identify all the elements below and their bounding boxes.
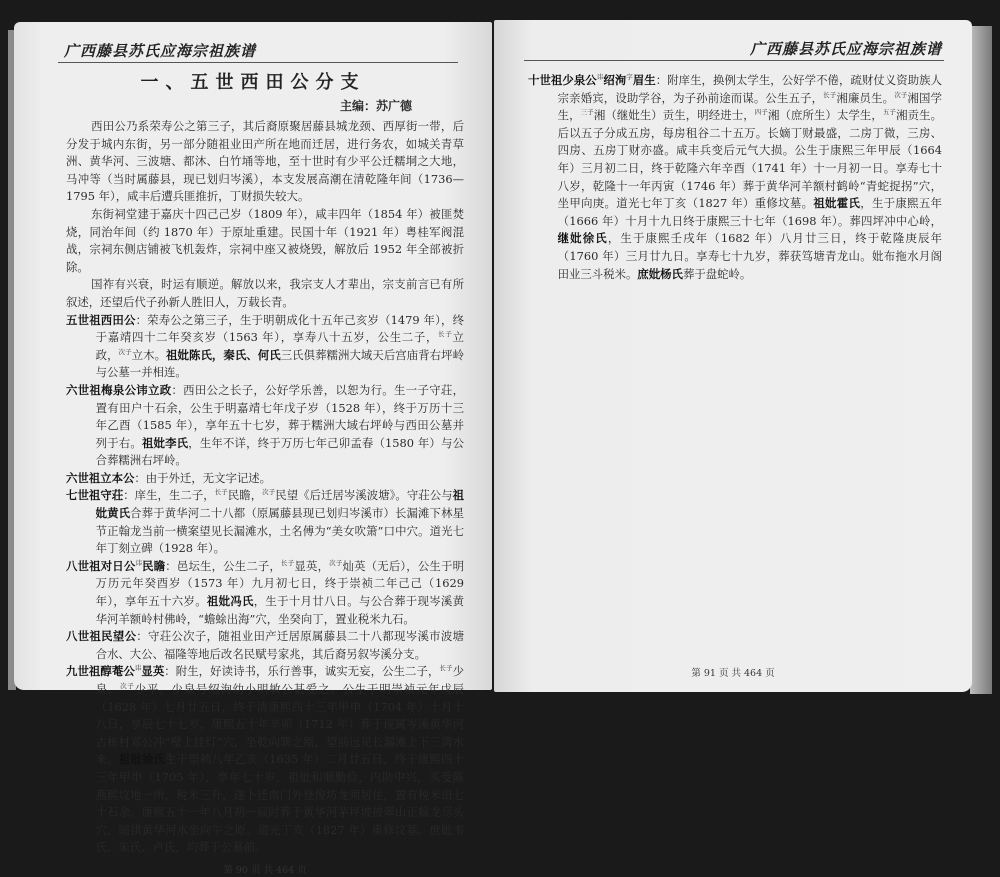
text-run: ：附生，好读诗书，乐行善事，诚实无妄，公生二子， — [164, 664, 440, 679]
bold-name: 民瞻 — [142, 558, 166, 573]
text-run: ：邑坛生，公生二子， — [165, 558, 282, 573]
genealogy-entry — [66, 312, 464, 382]
text-run: 国祚有兴衰，时运有顺逆。解放以来，我宗支人才辈出，宗支前言已有所叙述，还望后代子孙新人胜旧人，万载长青。 — [66, 277, 464, 309]
bold-name: 八世祖对日公 — [66, 558, 136, 573]
right-page-column — [528, 72, 942, 283]
genealogy-entry — [528, 72, 942, 283]
superscript-note: 长子 — [438, 330, 453, 339]
bold-name: 祖妣霍氏 — [813, 196, 861, 211]
genealogy-entry — [66, 487, 464, 557]
intro-paragraph — [66, 276, 464, 311]
page-stack-edge-right — [970, 26, 992, 694]
superscript-note: 长子 — [281, 558, 295, 567]
text-run: ：西田公之长子，公好学乐善，以恕为行。生一子守荘，置有田户十石余，公生于明嘉靖七年戊子岁（1528 年），终于万历十三年乙酉（1585 年），享年五十七岁，葬于糯洲大域右坪岭与西田公墓并列于右。 — [95, 382, 464, 450]
bold-name: 十世祖少泉公 — [528, 73, 597, 87]
text-run: 民瞻， — [227, 488, 263, 503]
bold-name: 祖妣陈氏，秦氏、何氏 — [166, 347, 281, 362]
text-run: 立木。 — [131, 347, 167, 362]
bold-name: 五世祖西田公 — [66, 312, 136, 327]
text-run: 少平。少泉号绍洵幼小明敏公甚爱之。公生于明崇祯元年戊辰（1628 年）七月廿五日，终于清康熙四十三年甲申（1704 年）十月十八日，享辰七十七岁，康熙五十年辛卯（1712 年）葬于现属岑溪黄华河古栋村邓公冲“壁上挂灯”穴，坐乾向巽之原，望前远见长漏滩上下三湾水来。 — [95, 682, 464, 767]
text-run: 民望《后迁居岑溪波塘》。守荘公与 — [275, 488, 453, 503]
genealogy-entry — [66, 628, 464, 663]
bold-name: 六世祖梅泉公讳立政 — [66, 382, 172, 397]
text-run: 湘国学生， — [557, 90, 942, 123]
bold-name: 继妣徐氏 — [557, 231, 608, 246]
text-run: 生于崇祯八年乙亥（1635 年）二月廿五日，终于康熙四十三年甲申（1705 年），享年七十岁，祖妣和顺勤俭，内助中兴，买受陈燕熙坟地一所，税米三升，遂卜迁南门外登俊坊龙须居住，置有税米田七十石余。康熙五十一年八月初一辰时葬于黄华河茅坪坡披翠山正翰龙尽头穴，暗拱黄华河水坐向午之原。道光丁亥（1827 年）重修坟基。庶妣韦氏、朱氏、卢氏，均葬于公墓前。 — [95, 752, 464, 855]
superscript-note: 长子 — [214, 488, 228, 497]
text-run: ：附庠生，换例太学生，公好学不倦，疏财仗义资助族人宗亲婚宾，设助学谷，为子孙前途而谋。公生五子， — [557, 73, 943, 105]
superscript-note: 次子 — [329, 558, 343, 567]
superscript-note: 讳 — [135, 558, 143, 567]
text-run: ：荣寿公之第三子，生于明朝成化十五年己亥岁（1479 年），终于嘉靖四十二年癸亥岁（1563 年），享寿八十五岁，公生二子， — [95, 312, 464, 345]
superscript-note: 三子 — [580, 108, 594, 117]
text-run: 三氏俱葬糯洲大域天后宫庙背右坪岭与公墓一并相连。 — [95, 347, 464, 380]
genealogy-entry — [66, 470, 464, 488]
text-run: ：由于外迁，无文字记述。 — [134, 470, 272, 485]
right-page — [494, 20, 972, 692]
left-page-column — [66, 118, 464, 877]
text-run: 灿英（无后），公生于明万历元年癸酉岁（1573 年）九月初七日，终于崇祯二年己己（1629 年），享年五十六岁。 — [95, 558, 464, 609]
text-run: ，生于康熙壬戌年（1682 年）八月廿三日，终于乾隆庚辰年（1760 年）三月廿九日。享寿七十九岁，葬获笃塘青龙山。妣布拖水月阁田业三斗税米。 — [557, 231, 942, 281]
text-run: ，生于十月廿八日。与公合葬于现岑溪黄华河羊额岭村佛岭，“蟾蜍出海”穴，坐癸向丁，置业税米九石。 — [95, 594, 464, 626]
header-rule — [58, 62, 458, 63]
bold-name: 祖妣黄氏 — [95, 488, 464, 521]
page-number: 第 90 页 共 464 页 — [223, 864, 307, 876]
bold-name: 九世祖醇菴公 — [66, 664, 135, 679]
section-title: 一、五世西田公分支 — [140, 72, 366, 93]
book-header: 广西藤县苏氏应海宗祖族谱 — [64, 42, 257, 60]
bold-name: 显英 — [141, 664, 165, 679]
genealogy-entry — [66, 558, 464, 628]
superscript-note: 讳 — [134, 664, 142, 673]
text-run: 东街祠堂建于嘉庆十四己己岁（1809 年），咸丰四年（1854 年）被匪焚烧，同治年间（约 1870 年）于原址重建。民国十年（1921 年）粤桂军阀混战，宗祠东侧店铺被飞机轰炸，宗祠中座又被烧毁，解放后 1952 年全部被折除。 — [66, 206, 464, 274]
text-run: 立政， — [95, 330, 465, 362]
intro-paragraph — [66, 206, 464, 276]
text-run: 合葬于黄华河二十八都（原属藤县现已划归岑溪市）长漏滩下林星节正翰龙当前一横案望见长漏滩水，土名傅为“美女吹箫”口中穴。道光七年丁刻立碑（1928 年）。 — [95, 506, 464, 556]
intro-paragraph — [66, 118, 464, 206]
bold-name: 祖妣徐氏 — [118, 752, 166, 767]
text-run: 西田公乃系荣寿公之第三子，其后裔原聚居藤县城龙颈、西厚街一带，后分发于城内东街，另一部分随祖业田产所在地而迁居，进行务农，如城关青草洲、黄华河、三波塘、都沐、白竹埇等地，至十世时有少平公迁糯垌之大地，马冲等（当时属藤县，现已划归岑溪），本支发展高潮在清乾隆年间（1736—1795 年），咸丰后遭兵匪推折，丁财损失较大。 — [66, 119, 464, 204]
bold-name: 六世祖立本公 — [66, 470, 135, 485]
left-page-body — [66, 118, 464, 857]
superscript-note: 字 — [626, 73, 633, 81]
text-run: ：庠生，生二子， — [123, 488, 215, 503]
superscript-note: 次子 — [262, 488, 276, 497]
left-page — [14, 22, 492, 876]
bold-name: 祖妣冯氏 — [206, 594, 254, 609]
superscript-note: 次子 — [894, 90, 908, 99]
right-page-body — [528, 72, 942, 283]
text-run: 显英， — [294, 558, 330, 573]
text-run: ，生年不详，终于万历七年己卯孟春（1580 年）与公合葬糯洲右坪岭。 — [95, 435, 464, 468]
header-rule — [524, 60, 944, 61]
superscript-note: 四子 — [754, 108, 768, 117]
superscript-note: 次子 — [120, 682, 135, 690]
superscript-note: 长子 — [439, 664, 453, 673]
page-number: 第 91 页 共 464 页 — [691, 668, 775, 679]
superscript-note: 次子 — [118, 347, 132, 356]
editor-credit: 主编：苏广德 — [339, 99, 412, 113]
text-run: ：守荘公次子，随祖业田产迁居原属藤县二十八都现岑溪市波塘合水、大公、福隆等地后改名民赋号家兆，其后裔另叙岑溪分支。 — [95, 629, 464, 661]
superscript-note: 五子 — [882, 108, 897, 117]
text-run: 葬于盘蛇岭。 — [682, 266, 752, 281]
text-run: 少泉， — [95, 664, 464, 696]
bold-name: 七世祖守荘 — [66, 488, 124, 503]
bold-name: 眉生 — [632, 73, 656, 87]
superscript-note: 讳 — [596, 73, 604, 81]
genealogy-entry — [66, 663, 464, 857]
text-run: 湘（庶所生）太学生， — [767, 108, 883, 123]
bold-name: 庶妣杨氏 — [637, 266, 683, 281]
text-run: 湘（继妣生）贡生，明经进士， — [593, 108, 755, 123]
book-header: 广西藤县苏氏应海宗祖族谱 — [749, 40, 942, 58]
bold-name: 祖妣李氏 — [141, 435, 189, 450]
text-run: 湘廉员生。 — [836, 90, 895, 105]
text-run: ，生于康熙五年（1666 年）十月十九日终于康熙三十七年（1698 年）。葬四坪冲中心岭， — [557, 196, 942, 228]
bold-name: 八世祖民望公 — [66, 629, 137, 644]
text-run: 湘贡生。后以五子分成五房，每房租谷二十五万。长嫡丁财最盛，二房丁微，三房、四房、五房丁财亦盛。咸丰兵变后元气大损。公生于康熙三年甲辰（1664 年）三月初二日，终于乾隆六年辛酉（1741 年）十一月初一日。享寿七十八岁，乾隆十一年丙寅（1746 年）葬于黄华河羊额村鹤岭“青蛇捉拐”穴，坐甲向庚。道光七年丁亥（1827 年）重修坟墓。 — [557, 108, 943, 211]
genealogy-entry — [66, 382, 464, 470]
superscript-note: 长子 — [823, 90, 837, 99]
bold-name: 绍洵 — [603, 73, 627, 87]
